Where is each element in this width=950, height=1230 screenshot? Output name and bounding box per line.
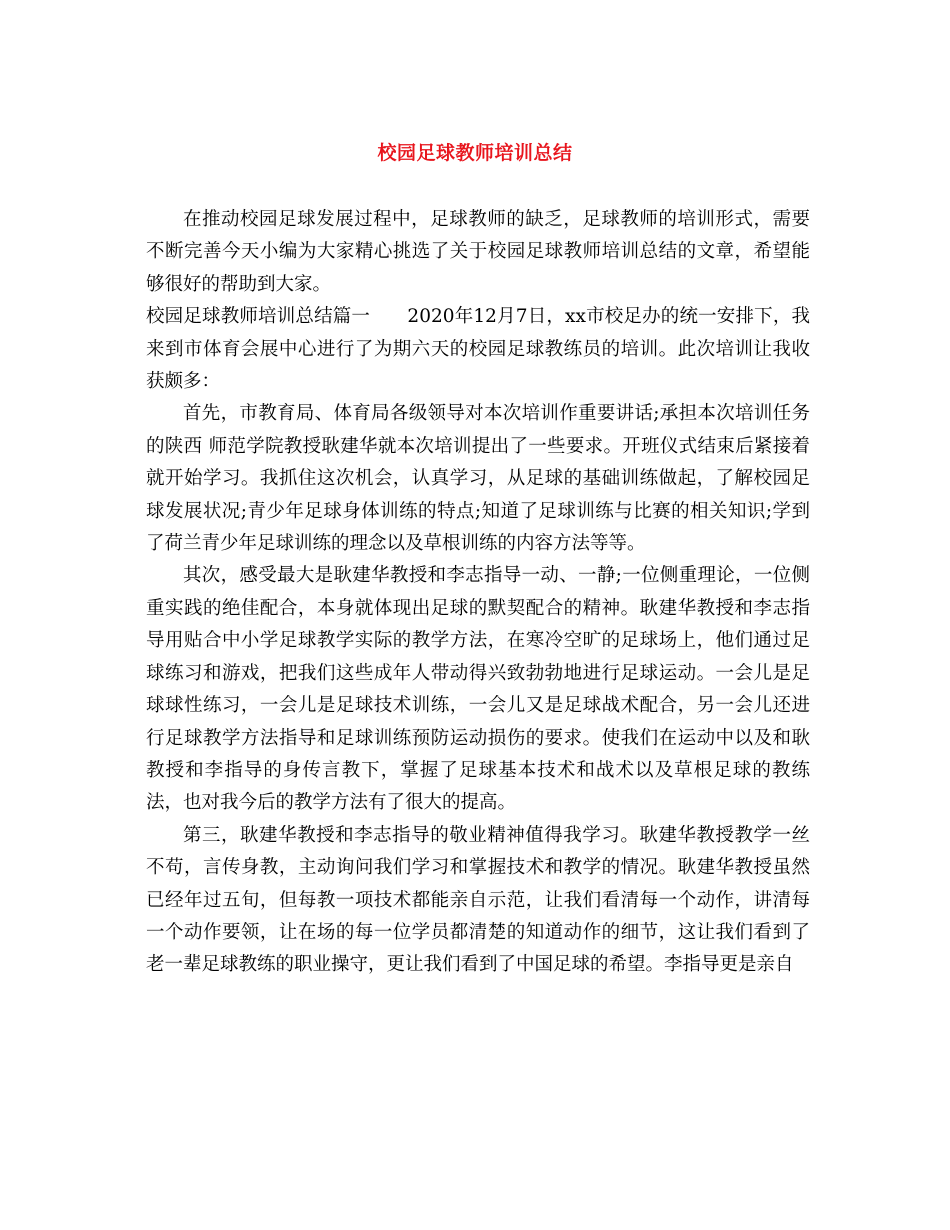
paragraph-second: 其次，感受最大是耿建华教授和李志指导一动、一静;一位侧重理论，一位侧重实践的绝佳配合，本身就体现出足球的默契配合的精神。耿建华教授和李志指导用贴合中小学足球教学实际的教学方法，在寒冷空旷的足球场上，他们通过足球练习和游戏，把我们这些成年人带动得兴致勃勃地进行足球运动。一会儿是足球球性练习，一会儿是足球技术训练，一会儿又是足球战术配合，另一会儿还进行足球教学方法指导和足球训练预防运动损伤的要求。使我们在运动中以及和耿教授和李指导的身传言教下，掌握了足球基本技术和战术以及草根足球的教练法，也对我今后的教学方法有了很大的提高。 bbox=[146, 565, 810, 814]
paragraph-first: 首先，市教育局、体育局各级领导对本次培训作重要讲话;承担本次培训任务的陕西 师范学院教授耿建华就本次培训提出了一些要求。开班仪式结束后紧接着就开始学习。我抓住这次机会，认真学习，从足球的基础训练做起，了解校园足球发展状况;青少年足球身体训练的特点;知道了足球训练与比赛的相关知识;学到了荷兰青少年足球训练的理念以及草根训练的内容方法等等。 bbox=[146, 403, 810, 555]
document-title: 校园足球教师培训总结 bbox=[377, 142, 573, 164]
document-body bbox=[146, 204, 810, 982]
paragraph-third: 第三，耿建华教授和李志指导的敬业精神值得我学习。耿建华教授教学一丝不苟，言传身教，主动询问我们学习和掌握技术和教学的情况。耿建华教授虽然已经年过五旬，但每教一项技术都能亲自示范，让我们看清每一个动作，讲清每一个动作要领，让在场的每一位学员都清楚的知道动作的细节，这让我们看到了老一辈足球教练的职业操守，更让我们看到了中国足球的希望。李指导更是亲自 bbox=[146, 824, 810, 976]
paragraph-intro: 在推动校园足球发展过程中，足球教师的缺乏，足球教师的培训形式，需要不断完善今天小编为大家精心挑选了关于校园足球教师培训总结的文章，希望能够很好的帮助到大家。 bbox=[146, 209, 810, 295]
paragraph-section-one: 校园足球教师培训总结篇一 2020年12月7日，xx市校足办的统一安排下，我来到市体育会展中心进行了为期六天的校园足球教练员的培训。此次培训让我收获颇多： bbox=[146, 306, 810, 393]
